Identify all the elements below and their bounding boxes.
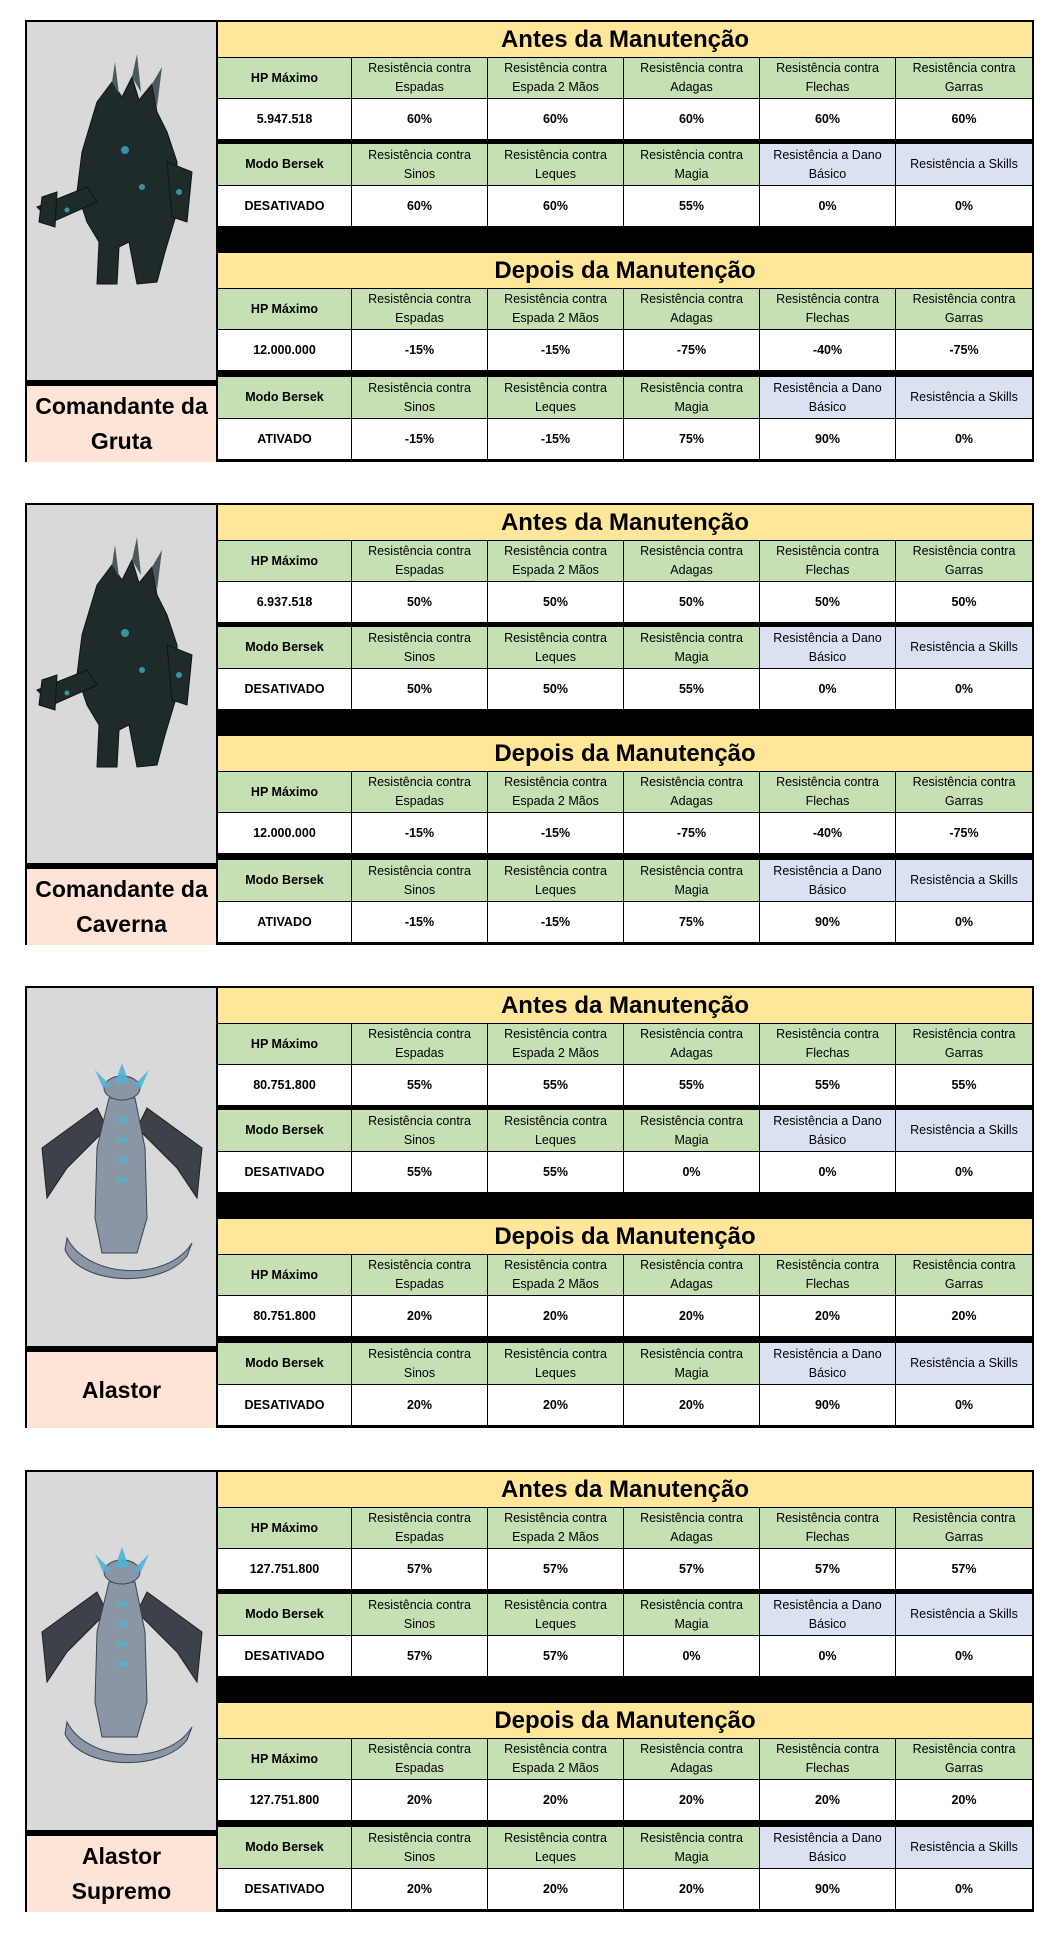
column-header: Resistência contra Magia	[624, 1343, 760, 1385]
column-header: HP Máximo	[218, 541, 352, 582]
value-cell: -15%	[352, 330, 488, 371]
section-title-after: Depois da Manutenção	[218, 253, 1032, 289]
value-cell: 20%	[352, 1869, 488, 1910]
section-title-after: Depois da Manutenção	[218, 1219, 1032, 1255]
column-header: Resistência a Skills	[896, 1110, 1032, 1152]
value-cell: 57%	[760, 1549, 896, 1590]
value-cell: 55%	[624, 1065, 760, 1106]
value-cell: 20%	[488, 1296, 624, 1337]
value-cell: 55%	[624, 186, 760, 227]
divider	[218, 227, 1032, 253]
value-cell: 55%	[352, 1065, 488, 1106]
value-cell: 57%	[488, 1549, 624, 1590]
value-cell: 75%	[624, 419, 760, 460]
value-cell: 0%	[896, 1636, 1032, 1677]
column-header: Resistência contra Garras	[896, 1255, 1032, 1296]
column-header: Resistência contra Leques	[488, 860, 624, 902]
column-header: Resistência contra Espadas	[352, 289, 488, 330]
divider	[218, 1677, 1032, 1703]
column-header: HP Máximo	[218, 289, 352, 330]
value-cell: 60%	[352, 186, 488, 227]
boss-name: Comandante da Caverna	[27, 869, 218, 945]
column-header: Resistência contra Garras	[896, 1739, 1032, 1780]
column-header: Resistência a Dano Básico	[760, 377, 896, 419]
column-header: Resistência contra Garras	[896, 58, 1032, 99]
header-row	[218, 860, 1032, 902]
value-cell: 57%	[352, 1636, 488, 1677]
boss-block	[25, 986, 1034, 1428]
divider	[218, 1193, 1032, 1219]
boss-block	[25, 1470, 1034, 1912]
value-cell: -15%	[488, 419, 624, 460]
value-cell: 50%	[760, 582, 896, 623]
column-header: Resistência a Skills	[896, 1594, 1032, 1636]
column-header: Resistência contra Magia	[624, 860, 760, 902]
column-header: Resistência a Skills	[896, 377, 1032, 419]
column-header: Resistência contra Adagas	[624, 541, 760, 582]
column-header: HP Máximo	[218, 1508, 352, 1549]
column-header: Modo Bersek	[218, 1594, 352, 1636]
value-cell: 90%	[760, 1385, 896, 1426]
value-row	[218, 1869, 1032, 1910]
header-row	[218, 1508, 1032, 1549]
column-header: Resistência contra Flechas	[760, 772, 896, 813]
section-title-before: Antes da Manutenção	[218, 505, 1032, 541]
value-cell: 55%	[488, 1065, 624, 1106]
column-header: HP Máximo	[218, 1255, 352, 1296]
value-cell: -40%	[760, 330, 896, 371]
value-cell: 60%	[488, 99, 624, 140]
value-cell: 60%	[896, 99, 1032, 140]
boss-name: Comandante da Gruta	[27, 386, 218, 462]
header-row	[218, 1255, 1032, 1296]
value-cell: 55%	[624, 669, 760, 710]
column-header: Modo Bersek	[218, 860, 352, 902]
column-header: Resistência contra Sinos	[352, 627, 488, 669]
value-cell: 55%	[896, 1065, 1032, 1106]
value-cell: 50%	[352, 669, 488, 710]
column-header: Resistência contra Sinos	[352, 860, 488, 902]
column-header: Modo Bersek	[218, 627, 352, 669]
value-cell: 75%	[624, 902, 760, 943]
header-row	[218, 58, 1032, 99]
value-cell: 20%	[624, 1385, 760, 1426]
boss-image-cell	[27, 22, 218, 380]
column-header: Resistência a Dano Básico	[760, 1110, 896, 1152]
value-cell: -75%	[896, 813, 1032, 854]
value-cell: 60%	[624, 99, 760, 140]
boss-name: Alastor Supremo	[27, 1836, 218, 1912]
column-header: HP Máximo	[218, 1739, 352, 1780]
value-cell: -40%	[760, 813, 896, 854]
column-header: Resistência contra Sinos	[352, 1110, 488, 1152]
value-row	[218, 669, 1032, 710]
column-header: Resistência contra Espada 2 Mãos	[488, 58, 624, 99]
column-header: Resistência contra Espada 2 Mãos	[488, 1508, 624, 1549]
column-header: Modo Bersek	[218, 1827, 352, 1869]
value-cell: 0%	[624, 1636, 760, 1677]
value-cell: 12.000.000	[218, 330, 352, 371]
column-header: Resistência a Dano Básico	[760, 1827, 896, 1869]
stats-tables	[218, 505, 1032, 943]
value-cell: -75%	[624, 330, 760, 371]
column-header: Modo Bersek	[218, 377, 352, 419]
boss-block	[25, 503, 1034, 945]
value-cell: 0%	[624, 1152, 760, 1193]
stats-tables	[218, 988, 1032, 1426]
column-header: Resistência contra Espada 2 Mãos	[488, 772, 624, 813]
column-header: HP Máximo	[218, 1024, 352, 1065]
column-header: Resistência contra Espada 2 Mãos	[488, 289, 624, 330]
section-title-after: Depois da Manutenção	[218, 1703, 1032, 1739]
value-cell: 20%	[624, 1296, 760, 1337]
value-row	[218, 1780, 1032, 1821]
value-cell: DESATIVADO	[218, 1385, 352, 1426]
column-header: Resistência a Skills	[896, 627, 1032, 669]
stats-tables	[218, 1472, 1032, 1910]
winged-serpent-boss-image	[27, 988, 216, 1346]
column-header: Resistência contra Leques	[488, 627, 624, 669]
column-header: Resistência contra Sinos	[352, 1594, 488, 1636]
column-header: Resistência contra Espada 2 Mãos	[488, 1255, 624, 1296]
header-row	[218, 772, 1032, 813]
value-cell: 0%	[896, 1385, 1032, 1426]
column-header: Resistência contra Espadas	[352, 58, 488, 99]
column-header: Resistência contra Sinos	[352, 377, 488, 419]
column-header: Resistência contra Flechas	[760, 1024, 896, 1065]
header-row	[218, 144, 1032, 186]
divider	[218, 710, 1032, 736]
section-title-before: Antes da Manutenção	[218, 22, 1032, 58]
value-cell: 5.947.518	[218, 99, 352, 140]
column-header: Resistência contra Espadas	[352, 772, 488, 813]
column-header: Resistência contra Magia	[624, 1827, 760, 1869]
value-cell: DESATIVADO	[218, 669, 352, 710]
column-header: Resistência a Skills	[896, 860, 1032, 902]
value-cell: -15%	[488, 902, 624, 943]
value-row	[218, 1296, 1032, 1337]
value-cell: ATIVADO	[218, 902, 352, 943]
boss-name: Alastor	[27, 1352, 218, 1428]
value-cell: 90%	[760, 902, 896, 943]
column-header: Resistência contra Magia	[624, 144, 760, 186]
value-cell: 20%	[760, 1296, 896, 1337]
column-header: Resistência contra Magia	[624, 627, 760, 669]
column-header: Resistência contra Garras	[896, 772, 1032, 813]
column-header: Resistência a Skills	[896, 1827, 1032, 1869]
value-cell: 57%	[488, 1636, 624, 1677]
value-cell: 0%	[896, 186, 1032, 227]
header-row	[218, 1827, 1032, 1869]
boss-image-cell	[27, 988, 218, 1346]
value-cell: 55%	[488, 1152, 624, 1193]
header-row	[218, 1110, 1032, 1152]
column-header: Resistência a Dano Básico	[760, 1594, 896, 1636]
column-header: Resistência contra Garras	[896, 541, 1032, 582]
column-header: Resistência contra Sinos	[352, 144, 488, 186]
column-header: Resistência contra Adagas	[624, 289, 760, 330]
value-cell: 20%	[488, 1385, 624, 1426]
column-header: Resistência contra Flechas	[760, 541, 896, 582]
value-cell: 60%	[352, 99, 488, 140]
value-cell: 0%	[896, 902, 1032, 943]
column-header: Resistência a Skills	[896, 1343, 1032, 1385]
column-header: Resistência contra Espadas	[352, 1255, 488, 1296]
value-cell: 20%	[352, 1385, 488, 1426]
column-header: Resistência contra Espada 2 Mãos	[488, 1024, 624, 1065]
column-header: Modo Bersek	[218, 1110, 352, 1152]
column-header: HP Máximo	[218, 58, 352, 99]
value-cell: 50%	[352, 582, 488, 623]
header-row	[218, 541, 1032, 582]
column-header: Resistência contra Magia	[624, 377, 760, 419]
value-cell: 127.751.800	[218, 1780, 352, 1821]
column-header: Resistência contra Flechas	[760, 1255, 896, 1296]
column-header: Resistência contra Flechas	[760, 289, 896, 330]
value-cell: 50%	[896, 582, 1032, 623]
value-cell: -75%	[896, 330, 1032, 371]
header-row	[218, 1739, 1032, 1780]
value-cell: 20%	[488, 1869, 624, 1910]
value-cell: 60%	[488, 186, 624, 227]
boss-image-cell	[27, 1472, 218, 1830]
value-cell: DESATIVADO	[218, 186, 352, 227]
value-row	[218, 902, 1032, 943]
column-header: Resistência contra Garras	[896, 1508, 1032, 1549]
value-cell: DESATIVADO	[218, 1869, 352, 1910]
value-cell: 90%	[760, 1869, 896, 1910]
column-header: Resistência contra Magia	[624, 1110, 760, 1152]
value-cell: 90%	[760, 419, 896, 460]
value-cell: 0%	[896, 669, 1032, 710]
value-row	[218, 330, 1032, 371]
value-row	[218, 1065, 1032, 1106]
column-header: Resistência contra Leques	[488, 1827, 624, 1869]
value-cell: 0%	[896, 1869, 1032, 1910]
value-row	[218, 1549, 1032, 1590]
column-header: Resistência contra Sinos	[352, 1827, 488, 1869]
column-header: HP Máximo	[218, 772, 352, 813]
column-header: Modo Bersek	[218, 1343, 352, 1385]
value-cell: -15%	[488, 330, 624, 371]
value-cell: 20%	[624, 1869, 760, 1910]
value-cell: 20%	[760, 1780, 896, 1821]
header-row	[218, 377, 1032, 419]
header-row	[218, 1343, 1032, 1385]
value-cell: ATIVADO	[218, 419, 352, 460]
column-header: Resistência contra Adagas	[624, 1255, 760, 1296]
value-row	[218, 1636, 1032, 1677]
column-header: Resistência contra Garras	[896, 289, 1032, 330]
value-cell: 55%	[352, 1152, 488, 1193]
value-cell: 0%	[760, 1636, 896, 1677]
value-cell: 80.751.800	[218, 1065, 352, 1106]
header-row	[218, 627, 1032, 669]
column-header: Resistência contra Espada 2 Mãos	[488, 541, 624, 582]
value-cell: 20%	[488, 1780, 624, 1821]
value-cell: 0%	[760, 669, 896, 710]
column-header: Resistência contra Leques	[488, 1594, 624, 1636]
value-cell: 0%	[896, 419, 1032, 460]
column-header: Resistência contra Espada 2 Mãos	[488, 1739, 624, 1780]
value-cell: 50%	[488, 582, 624, 623]
value-cell: DESATIVADO	[218, 1152, 352, 1193]
column-header: Resistência contra Sinos	[352, 1343, 488, 1385]
value-row	[218, 419, 1032, 460]
value-cell: 80.751.800	[218, 1296, 352, 1337]
value-row	[218, 186, 1032, 227]
winged-serpent-boss-image	[27, 1472, 216, 1830]
column-header: Resistência a Dano Básico	[760, 144, 896, 186]
section-title-before: Antes da Manutenção	[218, 988, 1032, 1024]
header-row	[218, 289, 1032, 330]
armored-knight-boss-image	[27, 505, 216, 863]
value-cell: 55%	[760, 1065, 896, 1106]
value-cell: 20%	[352, 1296, 488, 1337]
value-cell: -15%	[352, 419, 488, 460]
value-cell: 20%	[352, 1780, 488, 1821]
column-header: Resistência contra Flechas	[760, 58, 896, 99]
value-cell: 57%	[352, 1549, 488, 1590]
value-row	[218, 582, 1032, 623]
value-cell: -15%	[352, 902, 488, 943]
value-cell: 20%	[896, 1780, 1032, 1821]
value-cell: 12.000.000	[218, 813, 352, 854]
header-row	[218, 1594, 1032, 1636]
column-header: Resistência contra Flechas	[760, 1739, 896, 1780]
value-cell: 50%	[488, 669, 624, 710]
column-header: Resistência contra Leques	[488, 144, 624, 186]
boss-image-cell	[27, 505, 218, 863]
column-header: Resistência contra Adagas	[624, 1024, 760, 1065]
armored-knight-boss-image	[27, 22, 216, 380]
value-cell: 50%	[624, 582, 760, 623]
column-header: Resistência contra Espadas	[352, 541, 488, 582]
column-header: Resistência contra Flechas	[760, 1508, 896, 1549]
value-row	[218, 99, 1032, 140]
value-cell: 127.751.800	[218, 1549, 352, 1590]
column-header: Resistência contra Leques	[488, 1343, 624, 1385]
value-cell: -15%	[352, 813, 488, 854]
column-header: Modo Bersek	[218, 144, 352, 186]
column-header: Resistência contra Adagas	[624, 772, 760, 813]
column-header: Resistência contra Espadas	[352, 1508, 488, 1549]
column-header: Resistência a Skills	[896, 144, 1032, 186]
column-header: Resistência contra Leques	[488, 377, 624, 419]
stats-tables	[218, 22, 1032, 460]
column-header: Resistência a Dano Básico	[760, 860, 896, 902]
value-cell: 60%	[760, 99, 896, 140]
value-cell: 0%	[896, 1152, 1032, 1193]
value-cell: -75%	[624, 813, 760, 854]
value-cell: 6.937.518	[218, 582, 352, 623]
value-cell: 0%	[760, 1152, 896, 1193]
value-row	[218, 1152, 1032, 1193]
section-title-before: Antes da Manutenção	[218, 1472, 1032, 1508]
value-cell: DESATIVADO	[218, 1636, 352, 1677]
value-row	[218, 1385, 1032, 1426]
section-title-after: Depois da Manutenção	[218, 736, 1032, 772]
column-header: Resistência contra Garras	[896, 1024, 1032, 1065]
column-header: Resistência contra Espadas	[352, 1024, 488, 1065]
column-header: Resistência contra Magia	[624, 1594, 760, 1636]
column-header: Resistência contra Leques	[488, 1110, 624, 1152]
value-cell: 0%	[760, 186, 896, 227]
column-header: Resistência contra Adagas	[624, 1739, 760, 1780]
value-cell: 57%	[896, 1549, 1032, 1590]
column-header: Resistência contra Adagas	[624, 1508, 760, 1549]
column-header: Resistência a Dano Básico	[760, 627, 896, 669]
value-cell: 20%	[624, 1780, 760, 1821]
value-cell: 20%	[896, 1296, 1032, 1337]
header-row	[218, 1024, 1032, 1065]
column-header: Resistência contra Espadas	[352, 1739, 488, 1780]
value-row	[218, 813, 1032, 854]
value-cell: 57%	[624, 1549, 760, 1590]
column-header: Resistência contra Adagas	[624, 58, 760, 99]
boss-block	[25, 20, 1034, 462]
value-cell: -15%	[488, 813, 624, 854]
column-header: Resistência a Dano Básico	[760, 1343, 896, 1385]
